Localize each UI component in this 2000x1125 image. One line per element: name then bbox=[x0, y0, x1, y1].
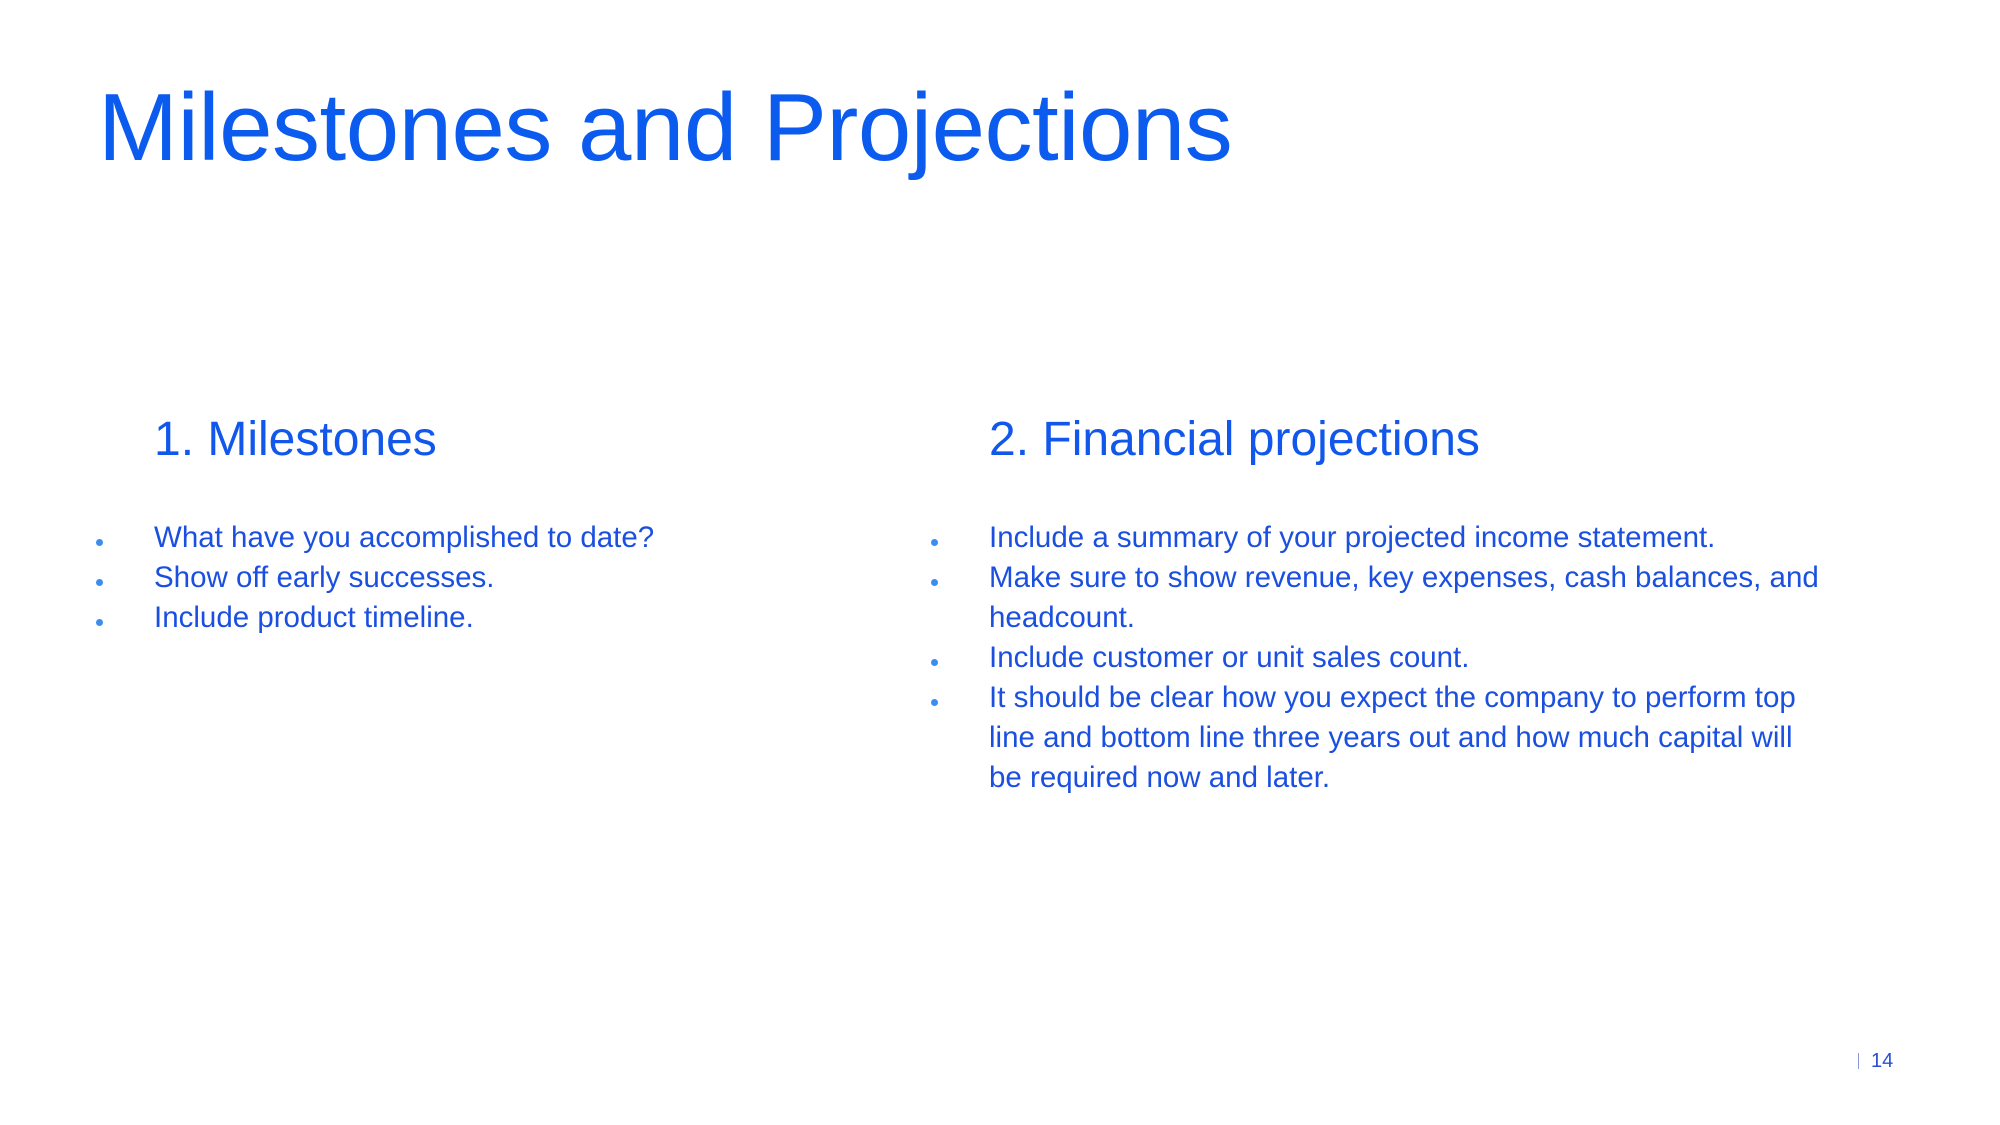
bullet-dot-icon bbox=[931, 699, 938, 706]
bullet-text: What have you accomplished to date? bbox=[154, 521, 655, 554]
financial-projections-heading: 2. Financial projections bbox=[989, 413, 1480, 466]
list-item bbox=[925, 558, 1825, 638]
bullet-dot-icon bbox=[96, 539, 103, 546]
page-number-value: 14 bbox=[1871, 1050, 1894, 1072]
list-item bbox=[925, 638, 1825, 678]
list-item bbox=[90, 558, 910, 598]
list-item bbox=[925, 518, 1825, 558]
bullet-text: It should be clear how you expect the company to perform top line and bottom line three years out and how much capital will be required now and later. bbox=[989, 681, 1796, 794]
page-number bbox=[1858, 1050, 1893, 1073]
list-item bbox=[90, 598, 910, 638]
milestones-list bbox=[90, 518, 910, 638]
bullet-text: Make sure to show revenue, key expenses, cash balances, and headcount. bbox=[989, 561, 1819, 634]
bullet-dot-icon bbox=[96, 619, 103, 626]
bullet-dot-icon bbox=[931, 659, 938, 666]
bullet-text: Include customer or unit sales count. bbox=[989, 641, 1470, 674]
list-item bbox=[925, 678, 1825, 798]
milestones-section bbox=[90, 410, 910, 638]
financial-projections-section bbox=[925, 410, 1825, 798]
bullet-dot-icon bbox=[96, 579, 103, 586]
bullet-text: Show off early successes. bbox=[154, 561, 495, 594]
page-separator bbox=[1858, 1053, 1859, 1069]
bullet-text: Include product timeline. bbox=[154, 601, 474, 634]
slide-title: Milestones and Projections bbox=[98, 74, 1233, 181]
financial-projections-list bbox=[925, 518, 1825, 798]
bullet-dot-icon bbox=[931, 579, 938, 586]
bullet-text: Include a summary of your projected income statement. bbox=[989, 521, 1716, 554]
bullet-dot-icon bbox=[931, 539, 938, 546]
list-item bbox=[90, 518, 910, 558]
milestones-heading: 1. Milestones bbox=[154, 413, 437, 466]
